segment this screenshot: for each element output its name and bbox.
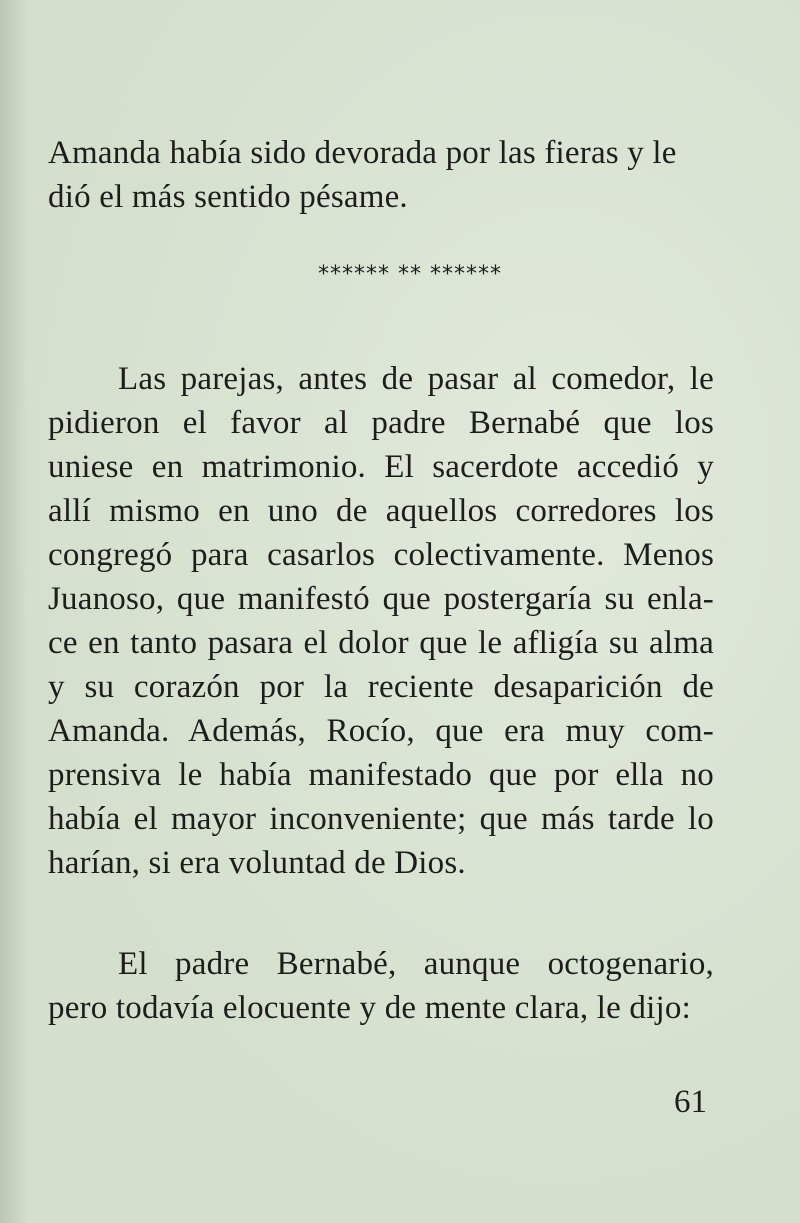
text-line: congregó para casarlos colectivamente. Menos	[48, 537, 714, 573]
text-line: Amanda. Además, Rocío, que era muy com-	[48, 713, 714, 749]
text-line: y su corazón por la reciente desaparición de	[48, 669, 714, 705]
text-line: Amanda había sido devorada por las fieras y le	[48, 135, 677, 171]
text-line: ce en tanto pasara el dolor que le afligía su alma	[48, 625, 714, 661]
paragraph-2	[48, 357, 714, 885]
text-line: Las parejas, antes de pasar al comedor, le	[118, 361, 714, 397]
text-line: Juanoso, que manifestó que postergaría su enla-	[48, 581, 714, 617]
page-number: 61	[674, 1084, 707, 1120]
section-separator: ****** ** ******	[318, 262, 502, 287]
text-line: pero todavía elocuente y de mente clara, le dijo:	[48, 990, 691, 1026]
text-line: harían, si era voluntad de Dios.	[48, 845, 466, 881]
text-line: dió el más sentido pésame.	[48, 179, 408, 215]
text-line: allí mismo en uno de aquellos corredores los	[48, 493, 714, 529]
paragraph-1	[48, 131, 714, 219]
text-line: prensiva le había manifestado que por ella no	[48, 757, 714, 793]
text-line: pidieron el favor al padre Bernabé que los	[48, 405, 714, 441]
text-line: El padre Bernabé, aunque octogenario,	[118, 946, 714, 982]
text-line: uniese en matrimonio. El sacerdote accedió y	[48, 449, 714, 485]
text-line: había el mayor inconveniente; que más tarde lo	[48, 801, 714, 837]
paragraph-3	[48, 942, 714, 1030]
